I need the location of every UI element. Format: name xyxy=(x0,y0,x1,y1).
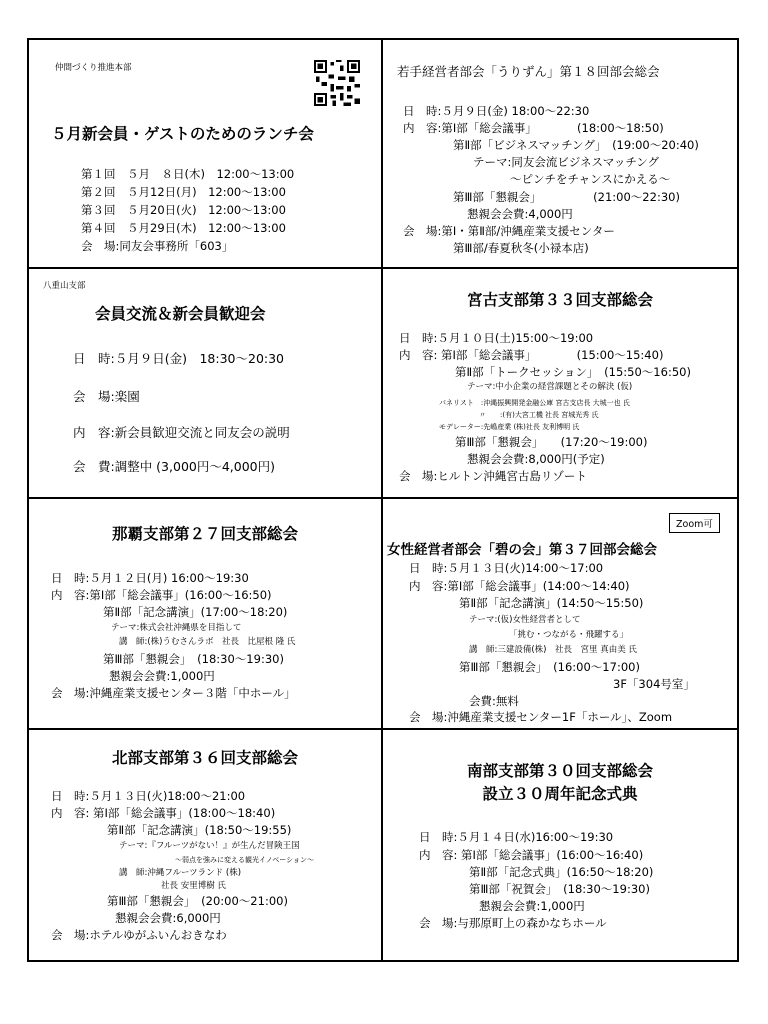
event-yaeyama xyxy=(29,269,381,497)
theme-line: テーマ:株式会社沖縄県を目指して xyxy=(111,623,242,633)
fee-line: 懇親会会費:1,000円 xyxy=(479,899,585,913)
room-line: 3F「304号室」 xyxy=(613,677,695,691)
theme-line: テーマ:『フルーツがない！』が生んだ冒険王国 xyxy=(119,841,300,851)
datetime-line: 日 時:５月１４日(水)16:00～19:30 xyxy=(419,830,614,844)
schedule-line: 第４回 ５月29日(木) 12:00～13:00 xyxy=(81,221,286,235)
content-line: 第Ⅲ部「祝賀会」 (18:30～19:30) xyxy=(469,882,650,896)
content-line: 第Ⅲ部「懇親会」 (21:00～22:30) xyxy=(453,190,680,204)
datetime-line: 日 時:５月１０日(土)15:00～19:00 xyxy=(399,331,594,345)
content-line: 第Ⅱ部「記念講演」(18:50～19:55) xyxy=(107,823,292,837)
content-line: 内 容:第Ⅰ部「総会議事」 (18:00～18:50) xyxy=(403,121,664,135)
content-line: 第Ⅱ部「記念式典」(16:50～18:20) xyxy=(469,865,654,879)
content-line: 内 容: 第Ⅰ部「総会議事」 (15:00～15:40) xyxy=(399,348,664,362)
org-label: 八重山支部 xyxy=(43,281,86,291)
theme-line: テーマ:中小企業の経営課題とその解決 (仮) xyxy=(467,382,633,392)
event-title: 那覇支部第２７回支部総会 xyxy=(111,525,298,543)
content-line: 第Ⅲ部「懇親会」 (20:00～21:00) xyxy=(107,894,288,908)
theme-subtitle: 「挑む・つながる・飛躍する」 xyxy=(509,630,629,640)
theme-line: テーマ:(仮)女性経営者として xyxy=(469,615,581,625)
event-miyako xyxy=(383,269,737,497)
theme-subtitle: ～ピンチをチャンスにかえる～ xyxy=(510,172,671,186)
panelist-line: 〃 :(有)大宮工機 社長 宮城光秀 氏 xyxy=(479,411,599,419)
venue-line: 会 場:与那原町上の森かなちホール xyxy=(419,916,607,930)
venue-line: 会 場:同友会事務所「603」 xyxy=(81,239,234,253)
datetime-line: 日 時:５月１３日(火)14:00～17:00 xyxy=(409,561,604,575)
venue-line: 会 場:沖縄産業支援センター３階「中ホール」 xyxy=(51,686,296,700)
content-line: 第Ⅱ部「記念講演」(17:00～18:20) xyxy=(103,605,288,619)
fee-line: 会 費:調整中 (3,000円～4,000円) xyxy=(73,459,276,474)
datetime-line: 日 時:５月１２日(月) 16:00～19:30 xyxy=(51,571,249,585)
event-title: 宮古支部第３３回支部総会 xyxy=(466,291,653,309)
content-line: 第Ⅲ部「懇親会」 (16:00～17:00) xyxy=(459,660,640,674)
content-line: 内 容:新会員歓迎交流と同友会の説明 xyxy=(73,425,290,440)
venue-line: 会 場:沖縄産業支援センター1F「ホール」、Zoom xyxy=(409,710,673,724)
zoom-available-badge: Zoom可 xyxy=(669,513,720,533)
event-hokubu xyxy=(29,730,381,960)
event-title: 女性経営者部会「碧の会」第３７回部会総会 xyxy=(387,542,657,558)
content-line: 第Ⅲ部「懇親会」 (17:20～19:00) xyxy=(455,435,648,449)
panelist-line: パネリスト :沖縄振興開発金融公庫 宮古支店長 大城一也 氏 xyxy=(439,399,630,407)
fee-line: 会費:無料 xyxy=(469,694,519,708)
schedule-line: 第１回 ５月 ８日(木) 12:00～13:00 xyxy=(81,167,295,181)
event-title: 北部支部第３６回支部総会 xyxy=(111,749,298,767)
venue-line: 会 場:ヒルトン沖縄宮古島リゾート xyxy=(399,469,587,483)
event-women-entrepreneurs xyxy=(383,499,737,728)
org-label: 仲間づくり推進本部 xyxy=(55,63,132,73)
content-line: 第Ⅱ部「トークセッション」 (15:50～16:50) xyxy=(455,365,691,379)
event-title: ５月新会員・ゲストのためのランチ会 xyxy=(51,125,314,143)
content-line: 第Ⅲ部「懇親会」 (18:30～19:30) xyxy=(103,652,284,666)
event-naha xyxy=(29,499,381,728)
content-line: 内 容:第Ⅰ部「総会議事」(16:00～16:50) xyxy=(51,588,272,602)
content-line: 第Ⅱ部「ビジネスマッチング」 (19:00～20:40) xyxy=(453,138,699,152)
content-line: 内 容: 第Ⅰ部「総会議事」(16:00～16:40) xyxy=(419,848,644,862)
datetime-line: 日 時:５月１３日(火)18:00～21:00 xyxy=(51,789,246,803)
content-line: 内 容: 第Ⅰ部「総会議事」(18:00～18:40) xyxy=(51,806,276,820)
event-subtitle: 設立３０周年記念式典 xyxy=(482,785,638,803)
content-line: 内 容:第Ⅰ部「総会議事」(14:00～14:40) xyxy=(409,579,630,593)
venue-line: 会 場:第Ⅰ・第Ⅱ部/沖縄産業支援センター xyxy=(403,224,615,238)
content-line: 第Ⅱ部「記念講演」(14:50～15:50) xyxy=(459,596,644,610)
theme-subtitle: ～弱点を強みに変える観光イノベーション～ xyxy=(175,856,315,864)
qr-code-icon[interactable] xyxy=(314,60,360,106)
event-title: 若手経営者部会「うりずん」第１８回部会総会 xyxy=(397,64,660,79)
speaker-line: 社長 安里博樹 氏 xyxy=(161,881,226,891)
speaker-line: 講 師:沖縄フルーツランド (株) xyxy=(119,868,242,878)
schedule-line: 第３回 ５月20日(火) 12:00～13:00 xyxy=(81,203,286,217)
event-nanbu xyxy=(383,730,737,960)
moderator-line: モデレーター:先嶋産業 (株)社長 友利博明 氏 xyxy=(439,423,580,431)
event-title: 会員交流＆新会員歓迎会 xyxy=(95,305,266,323)
theme-line: テーマ:同友会流ビジネスマッチング xyxy=(473,155,660,169)
speaker-line: 講 師:三建設備(株) 社長 宮里 真由美 氏 xyxy=(469,645,637,655)
venue-line: 第Ⅲ部/春夏秋冬(小禄本店) xyxy=(453,241,589,255)
datetime-line: 日 時:５月９日(金) 18:30～20:30 xyxy=(73,351,285,366)
venue-line: 会 場:ホテルゆがふいんおきなわ xyxy=(51,928,227,942)
speaker-line: 講 師:(株)うむさんラボ 社長 比屋根 隆 氏 xyxy=(119,637,296,647)
fee-line: 懇親会会費:6,000円 xyxy=(115,911,221,925)
event-young-entrepreneurs xyxy=(383,40,737,267)
schedule-line: 第２回 ５月12日(月) 12:00～13:00 xyxy=(81,185,286,199)
fee-line: 懇親会会費:4,000円 xyxy=(467,207,573,221)
datetime-line: 日 時:５月９日(金) 18:00～22:30 xyxy=(403,104,590,118)
fee-line: 懇親会会費:1,000円 xyxy=(109,669,215,683)
event-title: 南部支部第３０回支部総会 xyxy=(466,762,653,780)
venue-line: 会 場:楽園 xyxy=(73,389,140,404)
fee-line: 懇親会会費:8,000円(予定) xyxy=(467,452,605,466)
